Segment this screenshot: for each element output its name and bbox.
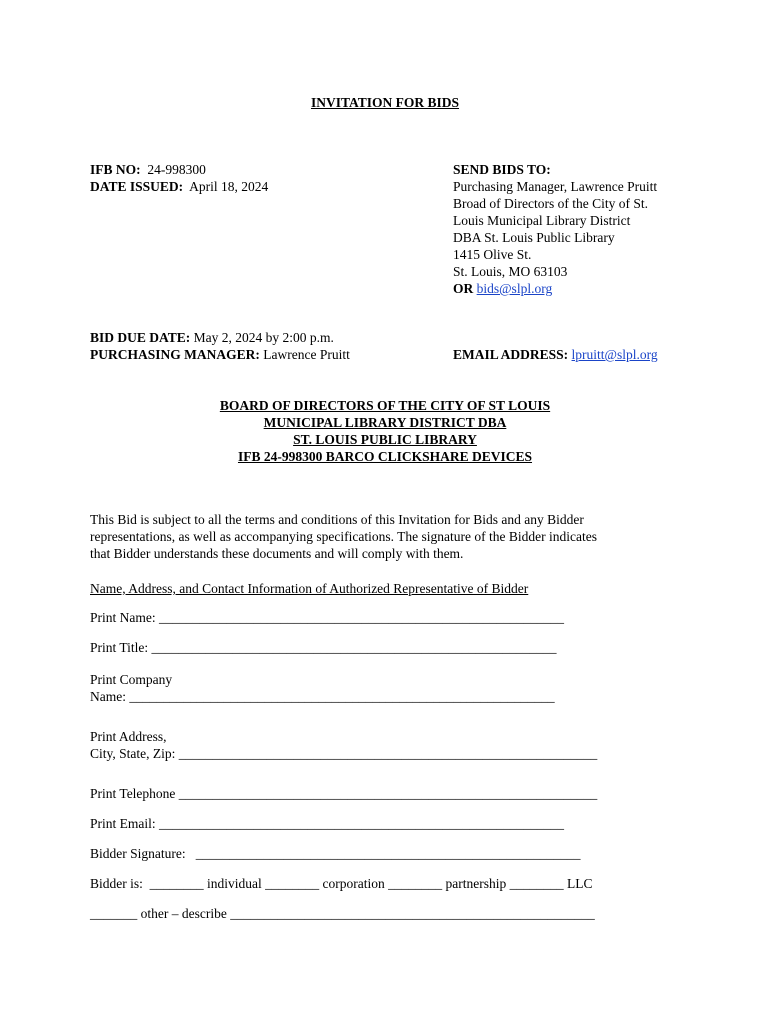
ifb-number-value: 24-998300 xyxy=(147,162,206,177)
corporation-option: corporation xyxy=(322,876,385,891)
date-issued-row xyxy=(90,178,268,195)
bid-due-label: BID DUE DATE: xyxy=(90,330,191,345)
send-bids-line: 1415 Olive St. xyxy=(453,247,532,262)
send-bids-line: Louis Municipal Library District xyxy=(453,213,631,228)
print-company-blank[interactable]: _______________________________________________________________ xyxy=(129,689,555,704)
purchasing-manager-value: Lawrence Pruitt xyxy=(263,347,350,362)
other-option: other – describe xyxy=(140,906,227,921)
document-title: INVITATION FOR BIDS xyxy=(310,95,460,110)
board-heading xyxy=(0,397,770,465)
purchasing-manager-row xyxy=(90,346,350,363)
print-title-label: Print Title: xyxy=(90,640,149,655)
print-telephone-blank[interactable]: ______________________________________________________________ xyxy=(178,786,598,801)
manager-email-link[interactable]: lpruitt@slpl.org xyxy=(571,347,658,362)
print-telephone-field[interactable] xyxy=(90,785,597,802)
contact-heading: Name, Address, and Contact Information of Authorized Representative of Bidder xyxy=(90,581,529,596)
print-title-blank[interactable]: ____________________________________________________________ xyxy=(151,640,557,655)
individual-option: individual xyxy=(207,876,262,891)
corporation-blank[interactable]: ________ xyxy=(265,876,320,891)
print-address-label: Print Address, xyxy=(90,729,167,744)
bidder-is-label: Bidder is: xyxy=(90,876,143,891)
bids-email-link[interactable]: bids@slpl.org xyxy=(476,281,553,296)
bidder-signature-label: Bidder Signature: xyxy=(90,846,186,861)
date-issued-label: DATE ISSUED: xyxy=(90,179,184,194)
board-heading-line: IFB 24-998300 BARCO CLICKSHARE DEVICES xyxy=(237,449,533,464)
or-label: OR xyxy=(453,281,474,296)
print-company-label: Print Company xyxy=(90,672,173,687)
print-email-blank[interactable]: ____________________________________________________________ xyxy=(159,816,564,831)
purchasing-manager-label: PURCHASING MANAGER: xyxy=(90,347,260,362)
send-bids-block xyxy=(453,161,657,297)
other-blank[interactable]: _______ xyxy=(90,906,138,921)
print-company-label-2: Name: xyxy=(90,689,126,704)
print-company-field[interactable] xyxy=(90,671,555,705)
print-address-label-2: City, State, Zip: xyxy=(90,746,176,761)
partnership-option: partnership xyxy=(445,876,507,891)
email-address-row xyxy=(453,346,658,363)
partnership-blank[interactable]: ________ xyxy=(388,876,443,891)
print-name-field[interactable] xyxy=(90,609,564,626)
bidder-other-row xyxy=(90,905,595,922)
send-bids-line: Broad of Directors of the City of St. xyxy=(453,196,648,211)
bid-due-value: May 2, 2024 by 2:00 p.m. xyxy=(193,330,334,345)
bidder-signature-blank[interactable]: _________________________________________________________ xyxy=(195,846,581,861)
llc-blank[interactable]: ________ xyxy=(509,876,564,891)
print-address-field[interactable] xyxy=(90,728,597,762)
ifb-number-row xyxy=(90,161,206,178)
intro-line: representations, as well as accompanying specifications. The signature of the Bidder indicates xyxy=(90,529,597,544)
board-heading-line: BOARD OF DIRECTORS OF THE CITY OF ST LOUIS xyxy=(219,398,551,413)
intro-paragraph xyxy=(90,511,597,562)
bid-due-row xyxy=(90,329,334,346)
llc-option: LLC xyxy=(566,876,593,891)
bidder-type-row xyxy=(90,875,592,892)
print-title-field[interactable] xyxy=(90,639,557,656)
email-address-label: EMAIL ADDRESS: xyxy=(453,347,569,362)
send-bids-line: Purchasing Manager, Lawrence Pruitt xyxy=(453,179,658,194)
date-issued-value: April 18, 2024 xyxy=(189,179,269,194)
individual-blank[interactable]: ________ xyxy=(149,876,204,891)
bidder-signature-field[interactable] xyxy=(90,845,580,862)
other-describe-blank[interactable]: ______________________________________________________ xyxy=(230,906,595,921)
board-heading-line: ST. LOUIS PUBLIC LIBRARY xyxy=(293,432,477,447)
print-address-blank[interactable]: ______________________________________________________________ xyxy=(178,746,598,761)
send-bids-line: DBA St. Louis Public Library xyxy=(453,230,615,245)
ifb-number-label: IFB NO: xyxy=(90,162,141,177)
print-name-label: Print Name: xyxy=(90,610,156,625)
board-heading-line: MUNICIPAL LIBRARY DISTRICT DBA xyxy=(263,415,507,430)
print-telephone-label: Print Telephone xyxy=(90,786,176,801)
print-email-field[interactable] xyxy=(90,815,564,832)
print-email-label: Print Email: xyxy=(90,816,156,831)
intro-line: that Bidder understands these documents and will comply with them. xyxy=(90,546,464,561)
print-name-blank[interactable]: ____________________________________________________________ xyxy=(159,610,564,625)
intro-line: This Bid is subject to all the terms and conditions of this Invitation for Bids and any Bidder xyxy=(90,512,584,527)
send-bids-label: SEND BIDS TO: xyxy=(453,162,551,177)
send-bids-line: St. Louis, MO 63103 xyxy=(453,264,568,279)
